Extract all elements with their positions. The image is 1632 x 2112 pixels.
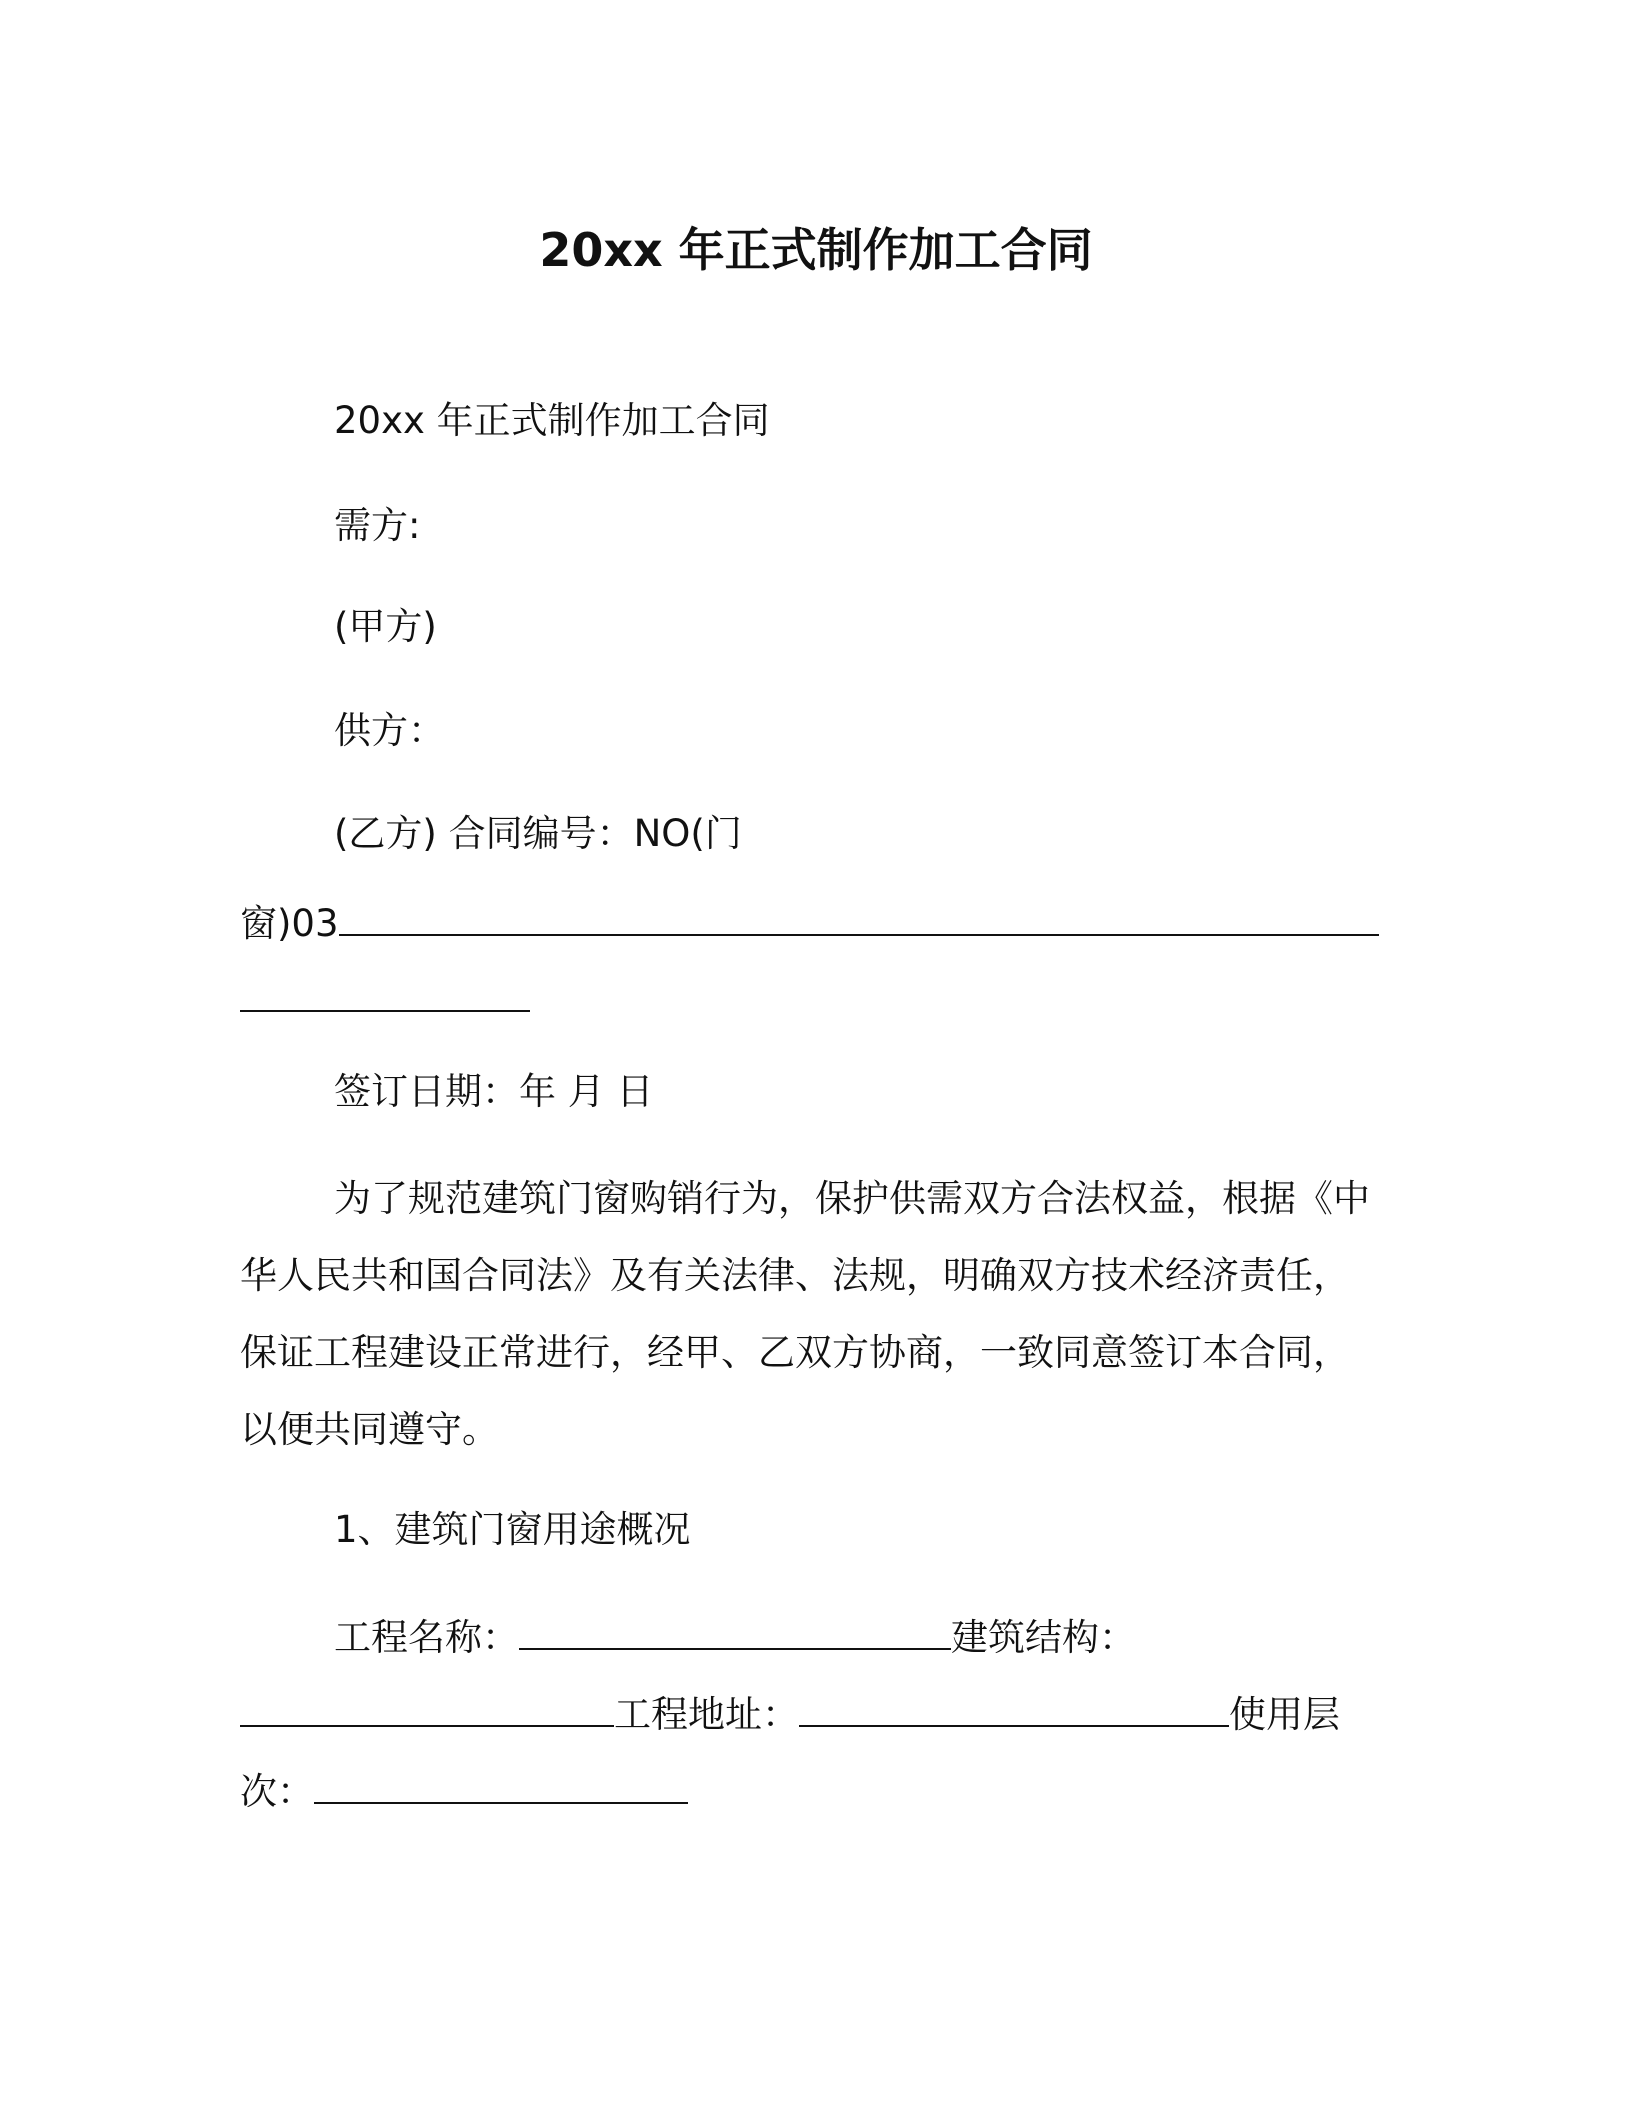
preamble-line-1: 为了规范建筑门窗购销行为，保护供需双方合法权益，根据《中 <box>334 1177 1370 1220</box>
contract-number-blank-line <box>240 972 530 1024</box>
usage-level-line <box>240 1764 688 1816</box>
preamble-line-3: 保证工程建设正常进行，经甲、乙双方协商，一致同意签订本合同， <box>240 1331 1350 1374</box>
buyer-label: 需方: <box>334 504 421 547</box>
contract-number-cont: 窗)03 <box>240 902 339 945</box>
project-address-blank <box>799 1687 1229 1727</box>
contract-number-blank-cont <box>240 972 530 1012</box>
document-title: 20xx 年正式制作加工合同 <box>539 223 1093 277</box>
project-name-blank <box>519 1610 951 1650</box>
contract-number-blank <box>339 896 1379 936</box>
supplier-label: 供方： <box>334 709 445 752</box>
usage-level-label-part2: 次： <box>240 1770 314 1813</box>
contract-number-line <box>240 896 1379 948</box>
sign-date: 签订日期：年 月 日 <box>334 1070 654 1113</box>
party-b-contract-number: (乙方) 合同编号：NO(门 <box>334 812 742 855</box>
usage-level-label-part1: 使用层 <box>1229 1693 1340 1736</box>
project-address-label: 工程地址： <box>614 1693 799 1736</box>
project-address-line <box>240 1687 1340 1739</box>
building-structure-label: 建筑结构： <box>951 1616 1136 1659</box>
section-1-heading: 1、建筑门窗用途概况 <box>334 1508 691 1551</box>
document-subtitle: 20xx 年正式制作加工合同 <box>334 399 770 442</box>
preamble-line-2: 华人民共和国合同法》及有关法律、法规，明确双方技术经济责任， <box>240 1254 1350 1297</box>
usage-level-blank <box>314 1764 688 1804</box>
preamble-line-4: 以便共同遵守。 <box>240 1408 499 1451</box>
building-structure-blank <box>240 1687 614 1727</box>
project-name-line <box>334 1610 1136 1662</box>
project-name-label: 工程名称： <box>334 1616 519 1659</box>
preamble-paragraph <box>240 1160 1384 1468</box>
party-a-label: (甲方) <box>334 605 437 648</box>
